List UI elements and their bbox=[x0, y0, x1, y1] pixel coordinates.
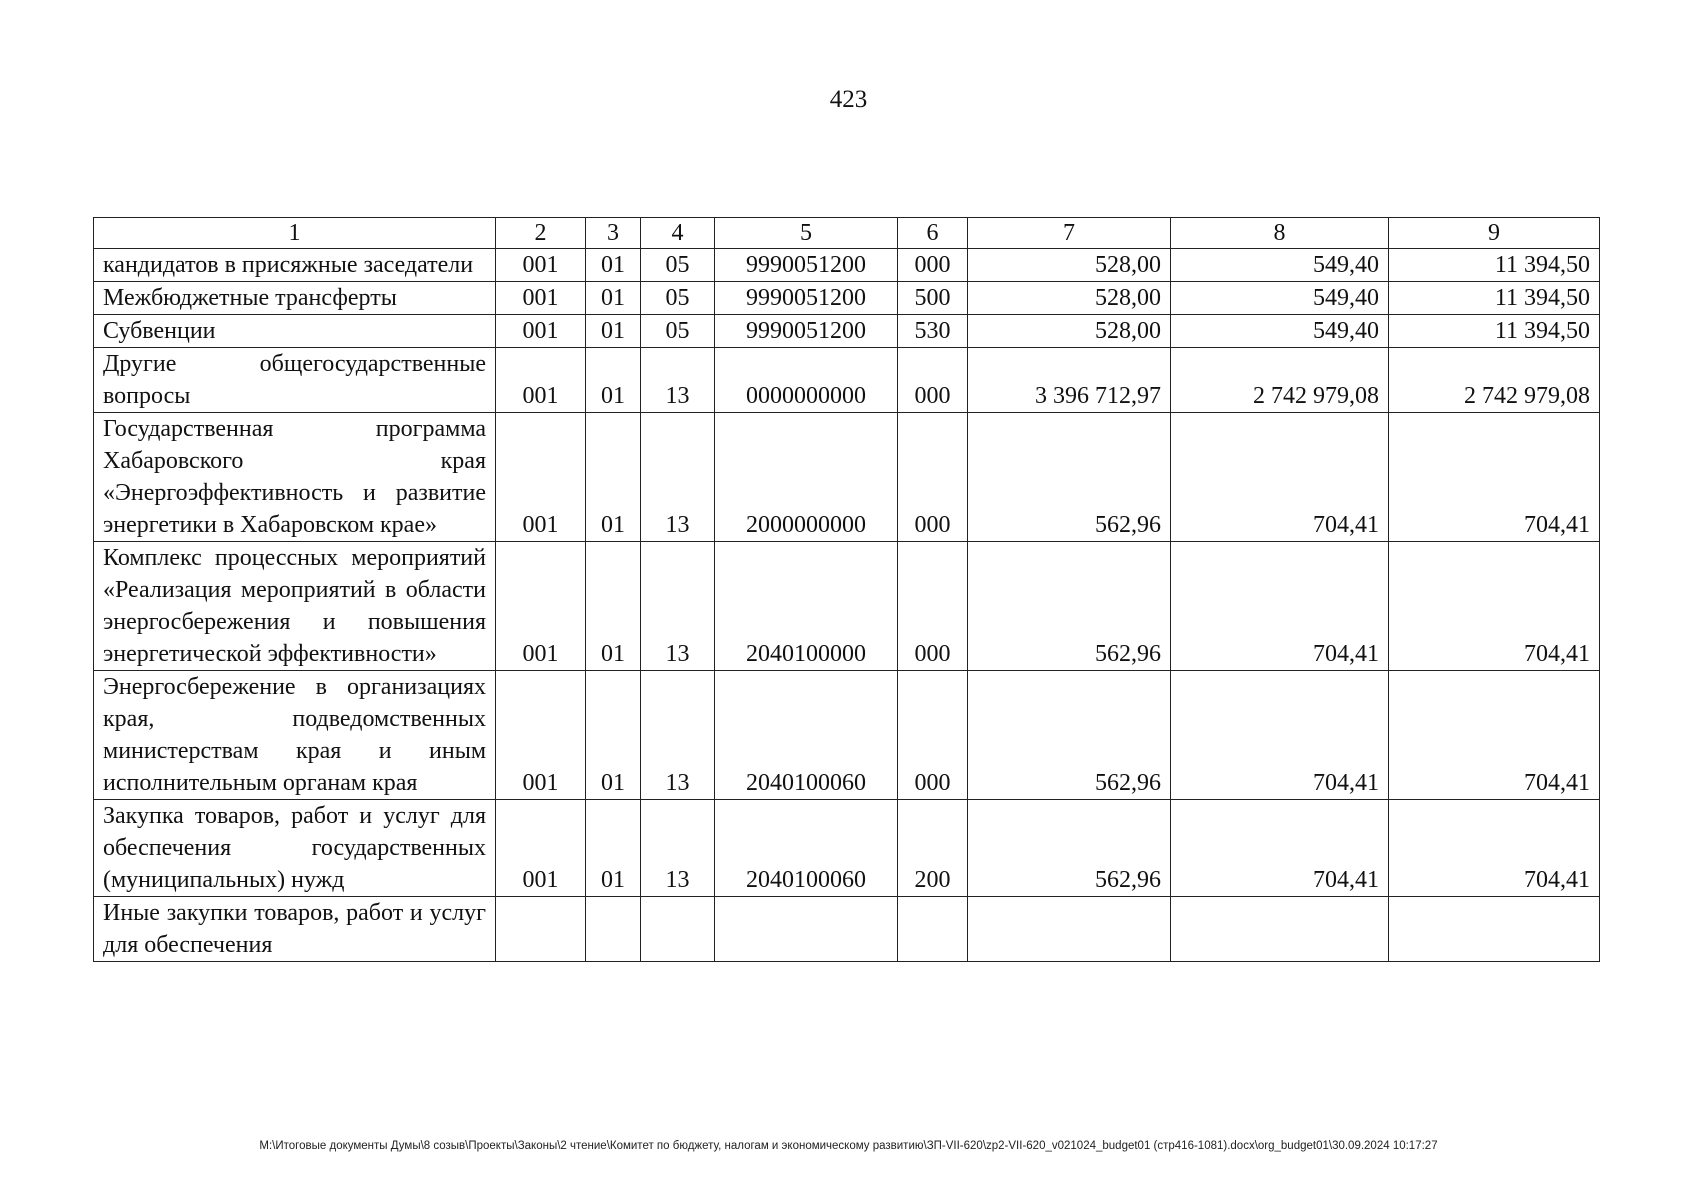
cell-col6: 000 bbox=[898, 249, 968, 282]
cell-col9 bbox=[1389, 897, 1600, 962]
table-row bbox=[94, 249, 1600, 282]
cell-col2: 001 bbox=[496, 249, 586, 282]
header-cell: 9 bbox=[1389, 218, 1600, 249]
cell-col7: 528,00 bbox=[968, 249, 1171, 282]
cell-col2: 001 bbox=[496, 800, 586, 897]
cell-col6: 000 bbox=[898, 348, 968, 413]
row-name: Другие общегосударственные вопросы bbox=[94, 348, 496, 413]
cell-col2: 001 bbox=[496, 315, 586, 348]
cell-col5: 2000000000 bbox=[715, 413, 898, 542]
header-cell: 3 bbox=[586, 218, 641, 249]
cell-col3: 01 bbox=[586, 249, 641, 282]
header-cell: 2 bbox=[496, 218, 586, 249]
header-cell: 6 bbox=[898, 218, 968, 249]
cell-col3: 01 bbox=[586, 671, 641, 800]
cell-col6: 000 bbox=[898, 413, 968, 542]
cell-col8 bbox=[1171, 897, 1389, 962]
cell-col5: 9990051200 bbox=[715, 249, 898, 282]
header-cell: 8 bbox=[1171, 218, 1389, 249]
cell-col8: 704,41 bbox=[1171, 413, 1389, 542]
table-row bbox=[94, 348, 1600, 413]
cell-col4: 13 bbox=[641, 671, 715, 800]
cell-col7: 562,96 bbox=[968, 800, 1171, 897]
cell-col6 bbox=[898, 897, 968, 962]
row-name: Межбюджетные трансферты bbox=[94, 282, 496, 315]
cell-col2: 001 bbox=[496, 542, 586, 671]
page-number: 423 bbox=[829, 86, 868, 113]
cell-col7: 562,96 bbox=[968, 413, 1171, 542]
cell-col3 bbox=[586, 897, 641, 962]
cell-col2: 001 bbox=[496, 282, 586, 315]
cell-col6: 000 bbox=[898, 671, 968, 800]
row-name: Закупка товаров, работ и услуг для обеспечения государственных (муниципальных) нужд bbox=[94, 800, 496, 897]
cell-col3: 01 bbox=[586, 282, 641, 315]
cell-col9: 11 394,50 bbox=[1389, 315, 1600, 348]
header-row bbox=[94, 218, 1600, 249]
cell-col3: 01 bbox=[586, 542, 641, 671]
row-name: Государственная программа Хабаровского края «Энергоэффективность и развитие энергетики в Хабаровском крае» bbox=[94, 413, 496, 542]
row-name: Энергосбережение в организациях края, подведомственных министерствам края и иным исполнительным органам края bbox=[94, 671, 496, 800]
header-cell: 1 bbox=[94, 218, 496, 249]
cell-col3: 01 bbox=[586, 800, 641, 897]
cell-col8: 2 742 979,08 bbox=[1171, 348, 1389, 413]
cell-col4: 13 bbox=[641, 348, 715, 413]
row-name: кандидатов в присяжные заседатели bbox=[94, 249, 496, 282]
cell-col6: 530 bbox=[898, 315, 968, 348]
table-row bbox=[94, 315, 1600, 348]
cell-col2: 001 bbox=[496, 671, 586, 800]
table-row bbox=[94, 800, 1600, 897]
cell-col3: 01 bbox=[586, 348, 641, 413]
cell-col8: 549,40 bbox=[1171, 249, 1389, 282]
cell-col7: 3 396 712,97 bbox=[968, 348, 1171, 413]
cell-col5: 2040100000 bbox=[715, 542, 898, 671]
cell-col8: 549,40 bbox=[1171, 282, 1389, 315]
cell-col4: 13 bbox=[641, 542, 715, 671]
cell-col9: 704,41 bbox=[1389, 800, 1600, 897]
header-cell: 4 bbox=[641, 218, 715, 249]
budget-table bbox=[93, 217, 1600, 962]
table-row bbox=[94, 897, 1600, 962]
header-cell: 5 bbox=[715, 218, 898, 249]
cell-col8: 704,41 bbox=[1171, 671, 1389, 800]
cell-col9: 704,41 bbox=[1389, 671, 1600, 800]
cell-col5 bbox=[715, 897, 898, 962]
cell-col4: 13 bbox=[641, 800, 715, 897]
cell-col6: 200 bbox=[898, 800, 968, 897]
row-name: Комплекс процессных мероприятий «Реализация мероприятий в области энергосбережения и повышения энергетической эффективности» bbox=[94, 542, 496, 671]
cell-col3: 01 bbox=[586, 315, 641, 348]
cell-col3: 01 bbox=[586, 413, 641, 542]
cell-col6: 500 bbox=[898, 282, 968, 315]
cell-col2 bbox=[496, 897, 586, 962]
cell-col9: 11 394,50 bbox=[1389, 249, 1600, 282]
row-name: Субвенции bbox=[94, 315, 496, 348]
cell-col5: 2040100060 bbox=[715, 671, 898, 800]
cell-col8: 549,40 bbox=[1171, 315, 1389, 348]
cell-col5: 9990051200 bbox=[715, 282, 898, 315]
cell-col7: 562,96 bbox=[968, 542, 1171, 671]
cell-col2: 001 bbox=[496, 413, 586, 542]
cell-col9: 11 394,50 bbox=[1389, 282, 1600, 315]
row-name: Иные закупки товаров, работ и услуг для обеспечения bbox=[94, 897, 496, 962]
cell-col6: 000 bbox=[898, 542, 968, 671]
cell-col5: 9990051200 bbox=[715, 315, 898, 348]
cell-col4: 05 bbox=[641, 282, 715, 315]
header-cell: 7 bbox=[968, 218, 1171, 249]
table-row bbox=[94, 671, 1600, 800]
cell-col9: 2 742 979,08 bbox=[1389, 348, 1600, 413]
cell-col4: 05 bbox=[641, 249, 715, 282]
cell-col4: 05 bbox=[641, 315, 715, 348]
cell-col7: 528,00 bbox=[968, 315, 1171, 348]
table-row bbox=[94, 542, 1600, 671]
cell-col8: 704,41 bbox=[1171, 542, 1389, 671]
cell-col7: 562,96 bbox=[968, 671, 1171, 800]
cell-col7: 528,00 bbox=[968, 282, 1171, 315]
cell-col9: 704,41 bbox=[1389, 542, 1600, 671]
table-row bbox=[94, 282, 1600, 315]
cell-col5: 2040100060 bbox=[715, 800, 898, 897]
cell-col4 bbox=[641, 897, 715, 962]
file-path-footer: M:\Итоговые документы Думы\8 созыв\Проекты\Законы\2 чтение\Комитет по бюджету, налогам и экономическому развитию\ЗП-VII-620\zp2-VII-620_v021024_budget01 (стр416-1081).docx\org_budget01\30.09.2024 10:17:27 bbox=[259, 1140, 1438, 1152]
cell-col9: 704,41 bbox=[1389, 413, 1600, 542]
cell-col8: 704,41 bbox=[1171, 800, 1389, 897]
cell-col5: 0000000000 bbox=[715, 348, 898, 413]
cell-col4: 13 bbox=[641, 413, 715, 542]
cell-col2: 001 bbox=[496, 348, 586, 413]
table-row bbox=[94, 413, 1600, 542]
cell-col7 bbox=[968, 897, 1171, 962]
